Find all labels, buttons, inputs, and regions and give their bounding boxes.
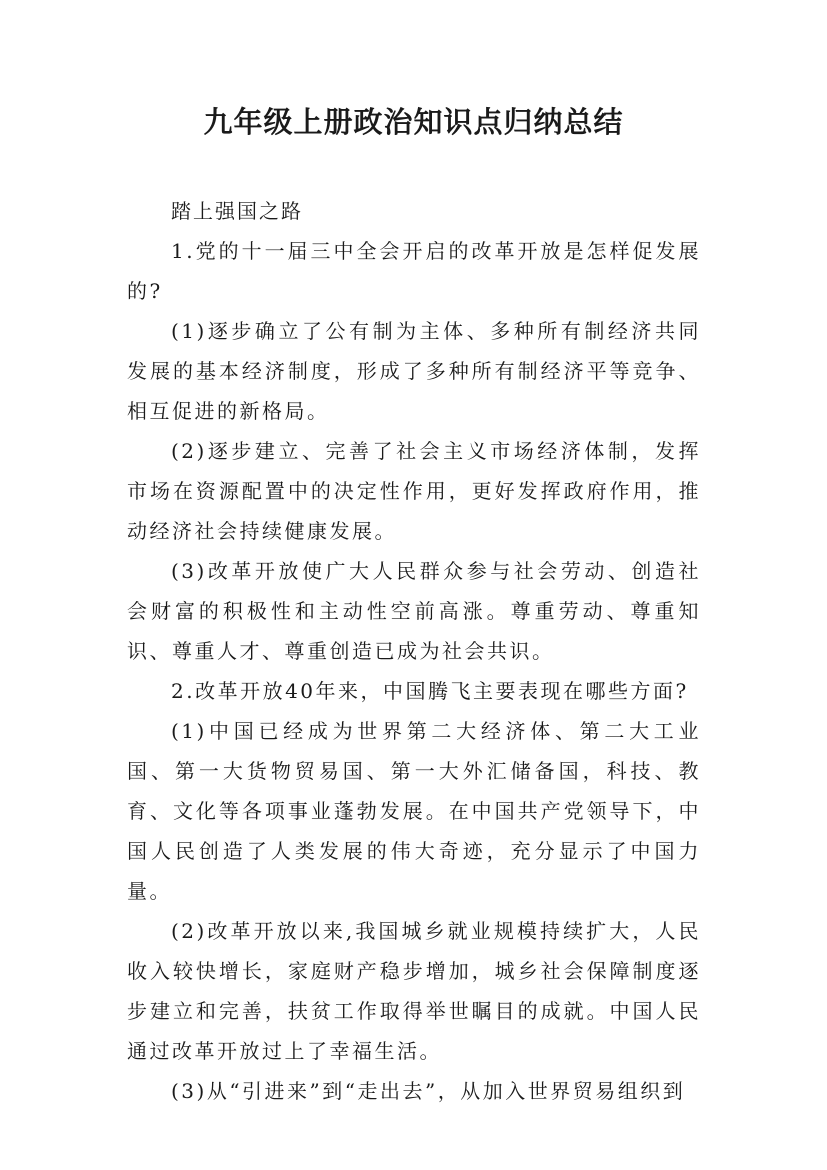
answer-paragraph: (3)从“引进来”到“走出去”，从加入世界贸易组织到 [171,1079,686,1103]
question-paragraph: 1.党的十一届三中全会开启的改革开放是怎样促发展的? [127,239,701,303]
answer-paragraph: (1)中国已经成为世界第二大经济体、第二大工业国、第一大货物贸易国、第一大外汇储备国，科技、教育、文化等各项事业蓬勃发展。在中国共产党领导下，中国人民创造了人类发展的伟大奇迹，充分显示了中国力量。 [127,719,701,903]
answer-paragraph: (1)逐步确立了公有制为主体、多种所有制经济共同发展的基本经济制度，形成了多种所有制经济平等竞争、相互促进的新格局。 [127,319,701,423]
answer-paragraph: (2)逐步建立、完善了社会主义市场经济体制，发挥市场在资源配置中的决定性作用，更好发挥政府作用，推动经济社会持续健康发展。 [127,439,701,543]
section-heading: 踏上强国之路 [171,199,303,223]
document-title: 九年级上册政治知识点归纳总结 [203,105,624,139]
question-paragraph: 2.改革开放40年来，中国腾飞主要表现在哪些方面? [171,679,689,703]
answer-paragraph: (3)改革开放使广大人民群众参与社会劳动、创造社会财富的积极性和主动性空前高涨。尊重劳动、尊重知识、尊重人才、尊重创造已成为社会共识。 [127,559,701,663]
document-body [127,191,701,1111]
answer-paragraph: (2)改革开放以来,我国城乡就业规模持续扩大，人民收入较快增长，家庭财产稳步增加，城乡社会保障制度逐步建立和完善，扶贫工作取得举世瞩目的成就。中国人民通过改革开放过上了幸福生活。 [127,919,701,1063]
